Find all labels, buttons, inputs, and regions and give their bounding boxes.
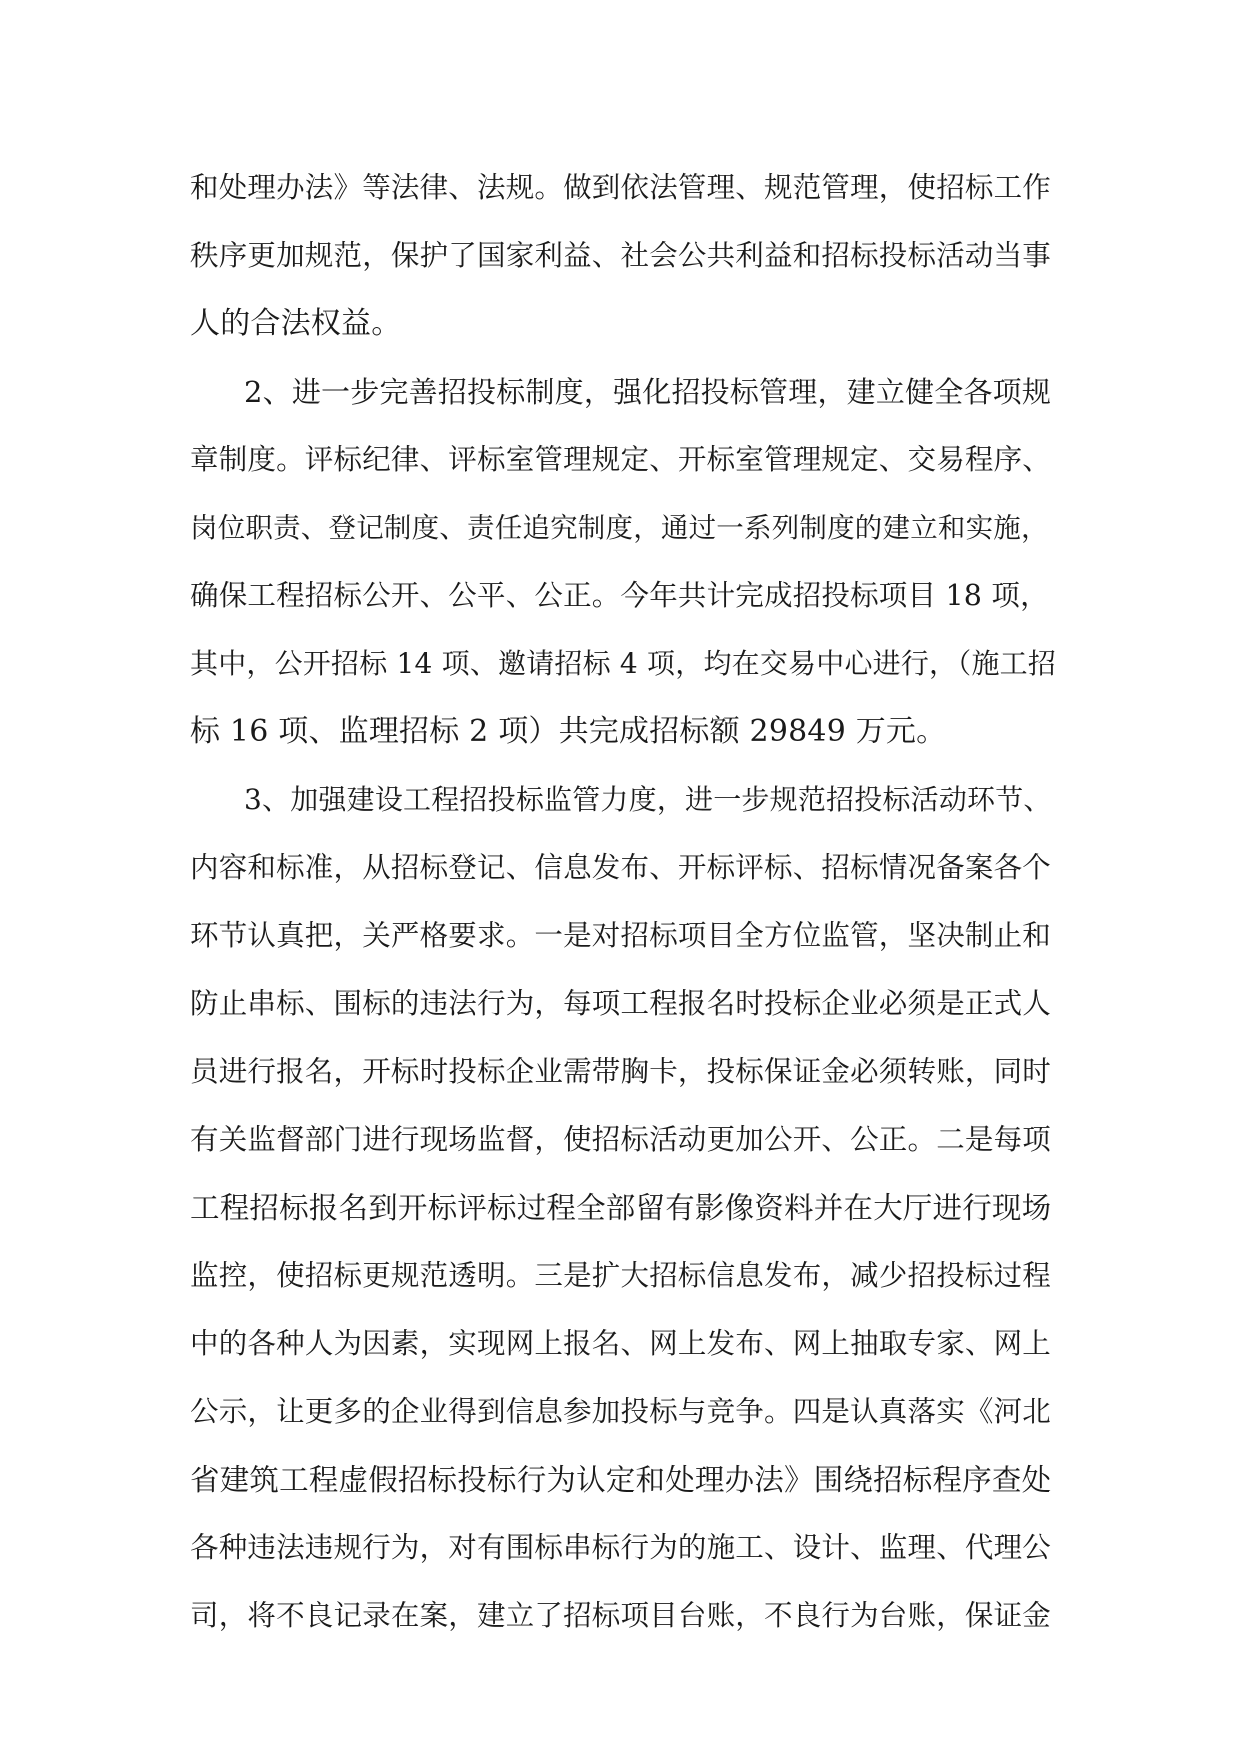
- text-line: 确保工程招标公开、公平、公正。今年共计完成招投标项目 18 项，: [190, 579, 1049, 612]
- text-line: 人的合法权益。: [190, 306, 402, 341]
- paragraph-1: [190, 154, 1060, 358]
- text-line: 标 16 项、监理招标 2 项）共完成招标额 29849 万元。: [190, 714, 947, 749]
- text-line: 公示，让更多的企业得到信息参加投标与竞争。四是认真落实《河北: [190, 1395, 1052, 1428]
- text-line: 防止串标、围标的违法行为，每项工程报名时投标企业必须是正式人: [190, 987, 1052, 1020]
- text-line: 环节认真把，关严格要求。一是对招标项目全方位监管，坚决制止和: [190, 919, 1052, 952]
- text-line: 有关监督部门进行现场监督，使招标活动更加公开、公正。二是每项: [190, 1123, 1052, 1156]
- text-line: 和处理办法》等法律、法规。做到依法管理、规范管理，使招标工作: [190, 171, 1052, 204]
- text-line: 其中，公开招标 14 项、邀请招标 4 项，均在交易中心进行，（施工招: [190, 647, 1057, 680]
- text-line: 中的各种人为因素，实现网上报名、网上发布、网上抽取专家、网上: [190, 1327, 1052, 1360]
- document-body: [190, 154, 1060, 1650]
- text-line: 章制度。评标纪律、评标室管理规定、开标室管理规定、交易程序、: [190, 443, 1052, 476]
- text-line: 岗位职责、登记制度、责任追究制度，通过一系列制度的建立和实施，: [190, 512, 1049, 544]
- text-line: 各种违法违规行为，对有围标串标行为的施工、设计、监理、代理公: [190, 1531, 1052, 1564]
- text-line: 省建筑工程虚假招标投标行为认定和处理办法》围绕招标程序查处: [190, 1463, 1052, 1497]
- text-line: 监控，使招标更规范透明。三是扩大招标信息发布，减少招投标过程: [190, 1259, 1052, 1292]
- text-line: 员进行报名，开标时投标企业需带胸卡，投标保证金必须转账，同时: [190, 1055, 1052, 1088]
- text-line: 司，将不良记录在案，建立了招标项目台账，不良行为台账，保证金: [190, 1599, 1052, 1632]
- text-line: 工程招标报名到开标评标过程全部留有影像资料并在大厅进行现场: [190, 1191, 1052, 1225]
- paragraph-3: [190, 766, 1060, 1650]
- paragraph-2: [190, 358, 1060, 766]
- text-line: 内容和标准，从招标登记、信息发布、开标评标、招标情况备案各个: [190, 851, 1052, 884]
- text-line: 3、加强建设工程招投标监管力度，进一步规范招投标活动环节、: [244, 783, 1052, 816]
- text-line: 2、进一步完善招投标制度，强化招投标管理，建立健全各项规: [244, 375, 1052, 409]
- text-line: 秩序更加规范，保护了国家利益、社会公共利益和招标投标活动当事: [190, 239, 1052, 272]
